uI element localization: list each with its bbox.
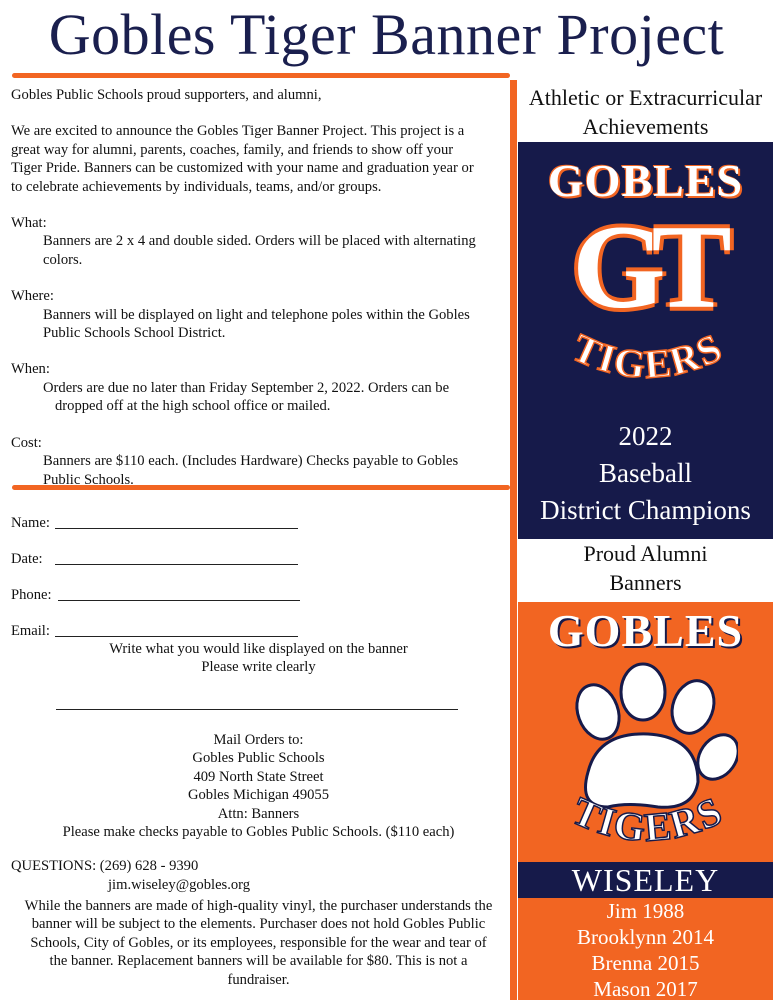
email-field[interactable]	[55, 636, 298, 637]
questions-email[interactable]: jim.wiseley@gobles.org	[108, 877, 251, 893]
achievement-banner-sample	[518, 142, 773, 539]
svg-text:TIGERS	[566, 324, 730, 387]
achievement-title: District Champions	[540, 495, 751, 525]
svg-text:TIGERS	[566, 792, 730, 850]
questions-phone: QUESTIONS: (269) 628 - 9390	[11, 858, 199, 874]
heading-line: Proud Alumni	[583, 541, 708, 566]
greeting: Gobles Public Schools proud supporters, and alumni,	[11, 87, 322, 103]
cost-text: Banners are $110 each. (Includes Hardware) Checks payable to Gobles	[43, 453, 459, 470]
intro-line: We are excited to announce the Gobles Tiger Banner Project. This project is a	[11, 123, 465, 140]
banner-tigers-arc	[518, 320, 773, 410]
intro-line: to celebrate achievements by individuals, teams, and/or groups.	[11, 178, 382, 195]
intro-line: great way for alumni, parents, coaches, family, and friends to show off your	[11, 141, 454, 158]
mail-heading: Mail Orders to:	[213, 732, 304, 748]
achievement-sport: Baseball	[599, 458, 692, 488]
cost-label: Cost:	[11, 434, 42, 451]
phone-field[interactable]	[58, 600, 300, 601]
mail-block	[11, 731, 506, 841]
date-label: Date:	[11, 551, 43, 567]
where-text: Public Schools School District.	[43, 325, 226, 342]
when-text: dropped off at the high school office or mailed.	[55, 398, 331, 415]
what-text: colors.	[43, 251, 83, 268]
mail-line: 409 North State Street	[193, 768, 324, 785]
intro-line: Tiger Pride. Banners can be customized with your name and graduation year or	[11, 160, 474, 177]
banner-gobles-word: GOBLES	[547, 605, 744, 656]
where-text: Banners will be displayed on light and telephone poles within the Gobles	[43, 306, 470, 323]
disclaimer-line: the banner. Replacement banners will be available for $80. This is not a	[49, 953, 468, 970]
where-label: Where:	[11, 288, 54, 305]
date-field[interactable]	[55, 564, 298, 565]
family-name-bar: WISELEY	[518, 862, 773, 898]
alumni-name: Mason 2017	[593, 977, 698, 1001]
alumni-banner-sample	[518, 602, 773, 1000]
disclaimer-line: banner will be subject to the elements. Purchaser does not hold Gobles Public	[31, 916, 486, 933]
email-label: Email:	[11, 623, 50, 639]
heading-line: Achievements	[582, 114, 709, 139]
top-divider	[12, 73, 510, 78]
heading-line: Banners	[609, 570, 682, 595]
banner-text-field[interactable]	[56, 709, 458, 710]
alumni-name: Brenna 2015	[591, 951, 700, 975]
paw-print-icon	[558, 662, 738, 812]
write-clearly-note: Please write clearly	[201, 659, 316, 675]
name-label: Name:	[11, 515, 50, 531]
alumni-name: Jim 1988	[606, 899, 685, 923]
page-title: Gobles Tiger Banner Project	[48, 2, 725, 67]
tigers-word: TIGERS	[565, 324, 730, 388]
alumni-name-list	[518, 898, 773, 1002]
achievements-heading	[518, 83, 773, 141]
disclaimer-line: fundraiser.	[227, 971, 290, 988]
disclaimer	[11, 897, 506, 989]
info-column	[11, 86, 506, 489]
mail-line: Gobles Public Schools	[192, 750, 325, 767]
write-instruction: Write what you would like displayed on the banner	[109, 641, 408, 657]
gt-logo-icon: GT	[572, 200, 718, 333]
when-label: When:	[11, 361, 50, 378]
banner-gobles-word: GOBLES	[547, 155, 744, 206]
alumni-heading	[518, 539, 773, 597]
cost-text: Public Schools.	[43, 471, 134, 488]
tigers-word: TIGERS	[565, 792, 730, 851]
payment-note: Please make checks payable to Gobles Public Schools. ($110 each)	[62, 824, 455, 841]
mail-line: Attn: Banners	[217, 805, 300, 822]
banner-tigers-arc	[518, 792, 773, 872]
what-text: Banners are 2 x 4 and double sided. Orders will be placed with alternating	[43, 233, 476, 250]
when-text: Orders are due no later than Friday September 2, 2022. Orders can be	[43, 379, 450, 396]
vertical-divider	[510, 80, 517, 1000]
phone-label: Phone:	[11, 587, 52, 603]
achievement-text	[518, 418, 773, 529]
heading-line: Athletic or Extracurricular	[528, 85, 763, 110]
mail-line: Gobles Michigan 49055	[187, 787, 330, 804]
name-field[interactable]	[55, 528, 298, 529]
disclaimer-line: Schools, City of Gobles, or its employees, responsible for the wear and tear of	[30, 934, 487, 951]
achievement-year: 2022	[618, 421, 673, 451]
disclaimer-line: While the banners are made of high-quality vinyl, the purchaser understands the	[24, 898, 493, 914]
what-label: What:	[11, 215, 47, 232]
alumni-name: Brooklynn 2014	[576, 925, 715, 949]
